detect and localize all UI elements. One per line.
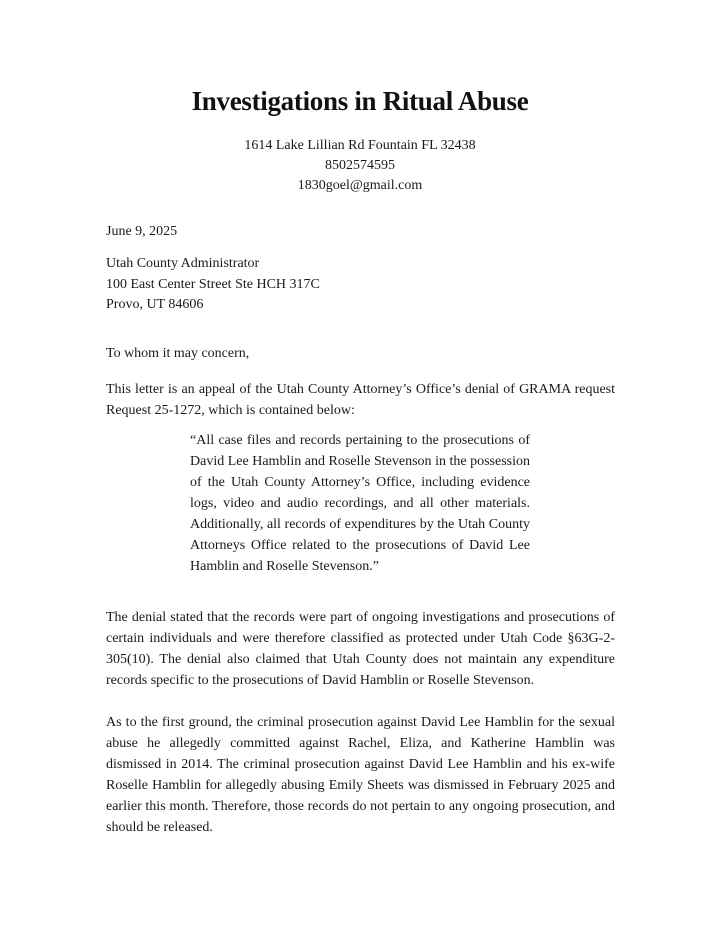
salutation: To whom it may concern,: [106, 346, 250, 361]
letterhead-address: 1614 Lake Lillian Rd Fountain FL 32438: [244, 138, 476, 153]
recipient-line-1: Utah County Administrator: [106, 256, 260, 271]
recipient-address: [106, 254, 320, 316]
recipient-line-2: 100 East Center Street Ste HCH 317C: [106, 276, 320, 292]
body-paragraph-3: As to the first ground, the criminal prosecution against David Lee Hamblin for the sexual abuse he allegedly committed against Rachel, Eliza, and Katherine Hamblin was dismissed in 2014. The criminal prosecution against David Lee Hamblin and his ex-wife Roselle Hamblin for allegedly abusing Emily Sheets was dismissed in February 2025 and earlier this month. Therefore, those records do not pertain to any ongoing prosecution, and should be released.: [106, 715, 615, 835]
letterhead-phone: 8502574595: [325, 158, 395, 173]
letterhead-title: Investigations in Ritual Abuse: [191, 86, 529, 116]
letterhead-email: 1830goel@gmail.com: [297, 178, 423, 193]
block-quote: “All case files and records pertaining to the prosecutions of David Lee Hamblin and Roselle Stevenson in the possession of the Utah County Attorney’s Office, including evidence logs, video and audio recordings, and all other materials. Additionally, all records of expenditures by the Utah County Attorneys Office related to the prosecutions of David Lee Hamblin and Roselle Stevenson.”: [190, 433, 530, 574]
letter-date: June 9, 2025: [106, 224, 178, 239]
recipient-line-3: Provo, UT 84606: [106, 297, 204, 312]
body-paragraph-2: The denial stated that the records were part of ongoing investigations and prosecutions of certain individuals and were therefore classified as protected under Utah Code §63G-2-305(10). The denial also claimed that Utah County does not maintain any expenditure records specific to the prosecutions of David Hamblin or Roselle Stevenson.: [106, 610, 615, 688]
body-paragraph-1: This letter is an appeal of the Utah County Attorney’s Office’s denial of GRAMA request Request 25-1272, which is contained below:: [106, 382, 615, 418]
letterhead-contact: [0, 136, 720, 196]
